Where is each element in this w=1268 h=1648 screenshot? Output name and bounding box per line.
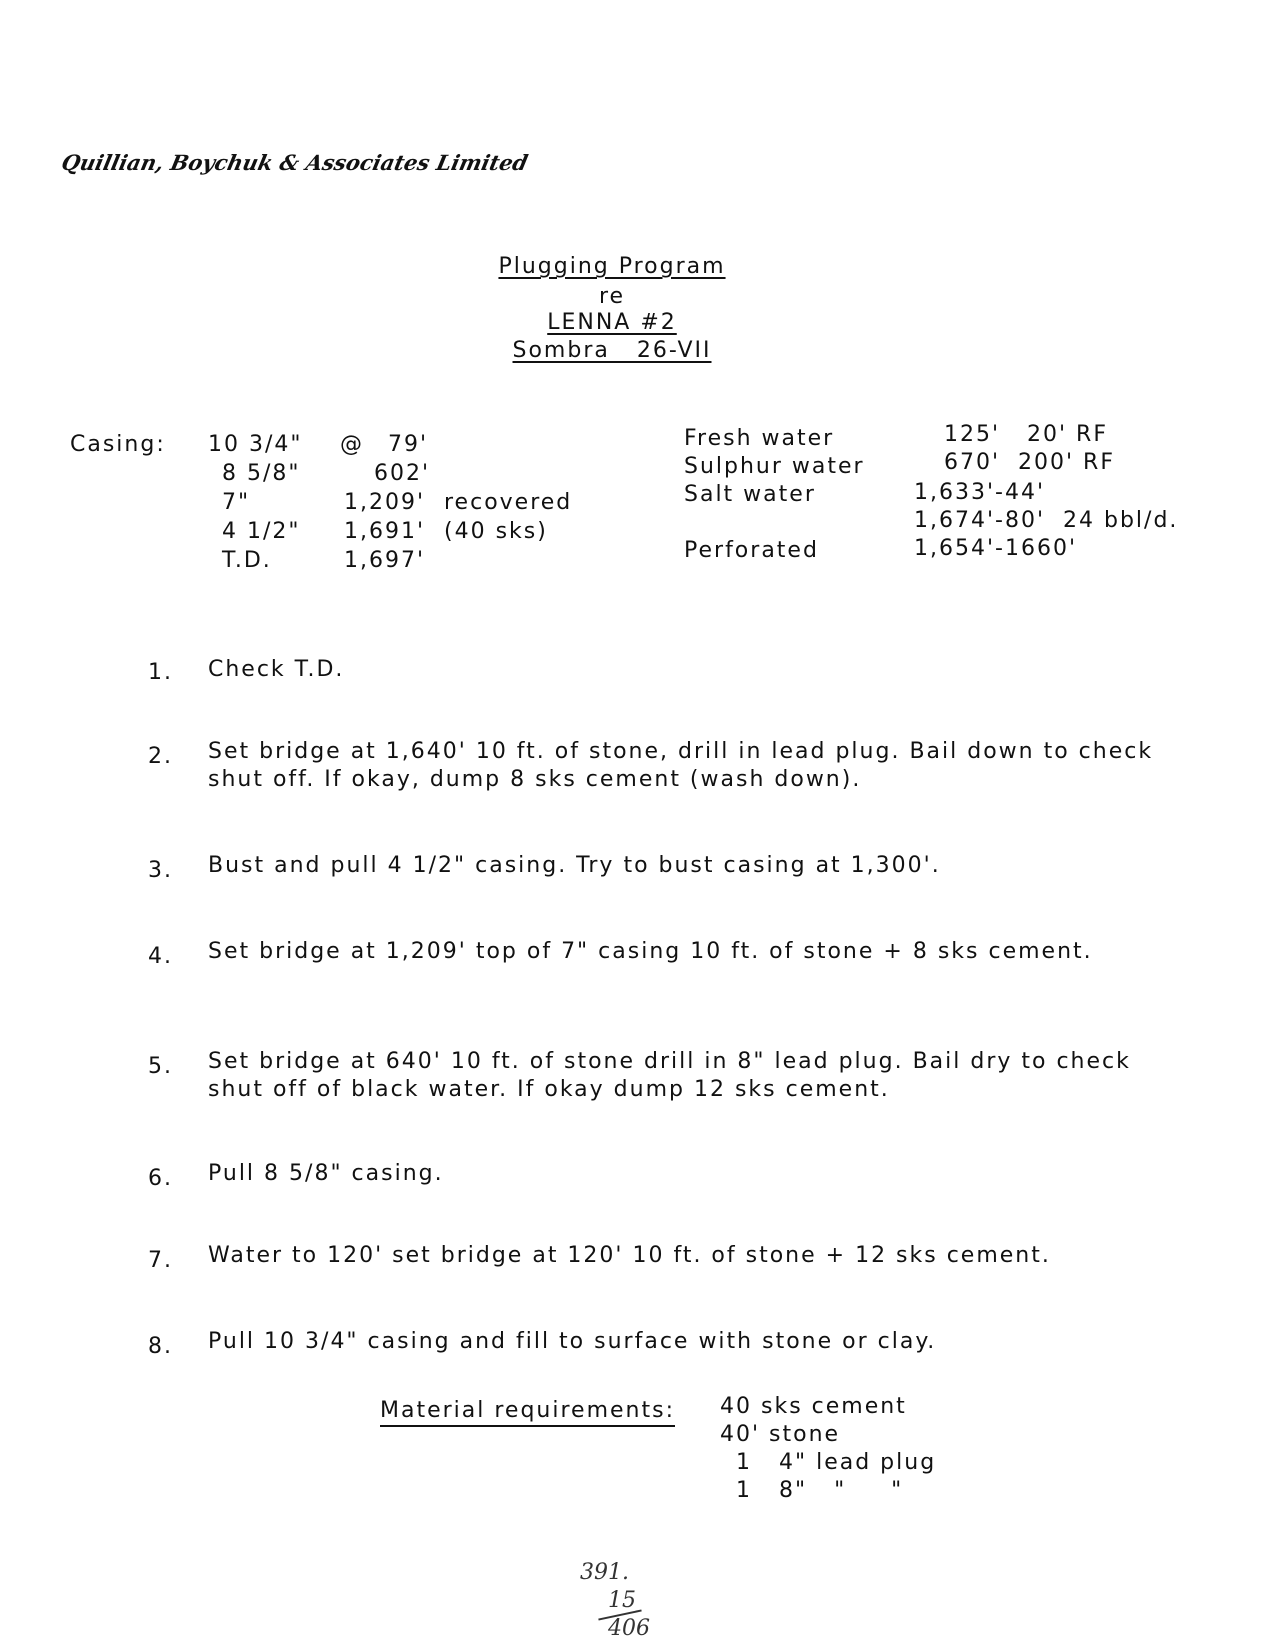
step-text: Set bridge at 1,209' top of 7" casing 10 ft. of stone + 8 sks cement. xyxy=(208,939,1093,964)
step-text: Check T.D. xyxy=(208,657,345,682)
water-value: 1,633'-44' xyxy=(914,480,1046,505)
step-number: 7. xyxy=(148,1248,173,1273)
casing-size: 8 5/8" xyxy=(222,461,301,486)
step-number: 3. xyxy=(148,858,173,883)
casing-depth: 1,691' xyxy=(344,519,426,544)
casing-size: 4 1/2" xyxy=(222,519,301,544)
water-label: Sulphur water xyxy=(684,454,865,479)
step-text: Water to 120' set bridge at 120' 10 ft. of stone + 12 sks cement. xyxy=(208,1243,1051,1268)
casing-note: (40 sks) xyxy=(444,519,548,544)
casing-depth: 1,697' xyxy=(344,548,426,573)
well-location: Sombra 26-VII xyxy=(512,338,712,363)
casing-depth: 79' xyxy=(388,432,429,457)
casing-depth: 602' xyxy=(374,461,431,486)
material-item: 40 sks cement xyxy=(720,1394,907,1419)
letterhead: Quillian, Boychuk & Associates Limited xyxy=(59,150,531,175)
water-value: 670' 200' RF xyxy=(944,450,1115,475)
casing-label: Casing: xyxy=(70,432,166,457)
step-number: 1. xyxy=(148,660,173,685)
casing-size: 7" xyxy=(222,490,251,515)
water-label: Fresh water xyxy=(684,426,835,451)
step-number: 2. xyxy=(148,744,173,769)
step-number: 6. xyxy=(148,1166,173,1191)
step-text: Bust and pull 4 1/2" casing. Try to bust casing at 1,300'. xyxy=(208,853,941,878)
material-item: 1 8" " " xyxy=(736,1478,904,1503)
handwritten-number: 406 xyxy=(608,1616,650,1641)
step-number: 4. xyxy=(148,944,173,969)
material-item: 40' stone xyxy=(720,1422,841,1447)
casing-at: @ xyxy=(340,432,364,457)
step-text: Set bridge at 1,640' 10 ft. of stone, drill in lead plug. Bail down to check shut off. If okay, dump 8 sks cement (wash down). xyxy=(208,739,1154,792)
water-value: 125' 20' RF xyxy=(944,422,1108,447)
handwritten-number: 15 xyxy=(608,1588,636,1613)
document-title: Plugging Program xyxy=(498,254,726,279)
casing-note: recovered xyxy=(444,490,573,515)
water-label: Salt water xyxy=(684,482,816,507)
material-item: 1 4" lead plug xyxy=(736,1450,937,1475)
water-value: 1,674'-80' 24 bbl/d. xyxy=(914,508,1179,533)
casing-size: 10 3/4" xyxy=(208,432,303,457)
well-name: LENNA #2 xyxy=(547,310,677,335)
casing-size: T.D. xyxy=(222,548,272,573)
step-text: Set bridge at 640' 10 ft. of stone drill in 8" lead plug. Bail dry to check shut off of black water. If okay dump 12 sks cement. xyxy=(208,1049,1131,1102)
handwritten-number: 391. xyxy=(580,1560,629,1585)
step-text: Pull 10 3/4" casing and fill to surface with stone or clay. xyxy=(208,1329,937,1354)
water-label: Perforated xyxy=(684,538,819,563)
step-text: Pull 8 5/8" casing. xyxy=(208,1161,444,1186)
step-number: 8. xyxy=(148,1334,173,1359)
casing-depth: 1,209' xyxy=(344,490,426,515)
title-re: re xyxy=(598,284,626,309)
step-number: 5. xyxy=(148,1054,173,1079)
water-value: 1,654'-1660' xyxy=(914,536,1078,561)
materials-label: Material requirements: xyxy=(380,1398,675,1423)
